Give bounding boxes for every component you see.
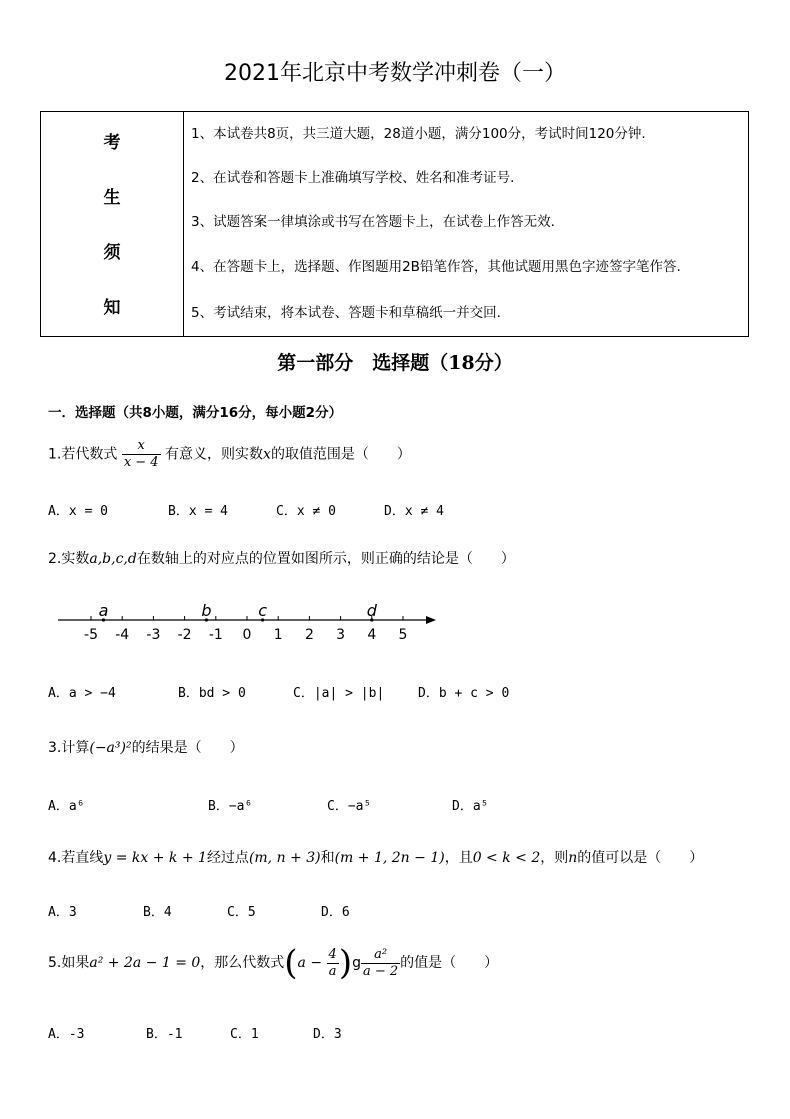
number-line-tick-label: -2 (177, 627, 192, 643)
q5-frac1-den: a (328, 963, 337, 979)
number-line-point-label: c (258, 601, 267, 620)
q5-fraction-1 (327, 947, 339, 980)
q2-text: 在数轴上的对应点的位置如图所示，则正确的结论是（ ） (136, 551, 515, 567)
q4-text: ，则 (540, 850, 569, 866)
q5-frac2-num: a² (361, 947, 400, 964)
q1-option-b: B．x = 4 (168, 504, 228, 519)
number-line-tick-label: 3 (336, 627, 346, 643)
q4-option-c: C．5 (227, 905, 256, 920)
page-title: 2021年北京中考数学冲刺卷（一） (224, 61, 566, 86)
q4-expr: (m, n + 3) (248, 850, 321, 866)
notice-box (40, 111, 749, 337)
q5-option-b: B．-1 (146, 1027, 183, 1042)
q3-option-a: A．a⁶ (48, 799, 85, 814)
part-heading: 一．选择题（共8小题，满分16分，每小题2分） (48, 405, 343, 421)
q4-text: 经过点 (206, 850, 249, 866)
number-line-tick-label: 5 (398, 627, 408, 643)
q5-fraction-2 (361, 947, 400, 980)
q5-expr: a − (297, 955, 323, 971)
q2-option-a: A．a > −4 (48, 686, 116, 701)
question-2-stem (48, 548, 515, 568)
number-line (50, 598, 450, 646)
q1-option-c: C．x ≠ 0 (276, 504, 336, 519)
q1-var: x (263, 446, 271, 463)
q1-text: 有意义，则实数 (165, 446, 264, 463)
q5-option-d: D．3 (313, 1027, 342, 1042)
q3-expr: (−a³)² (89, 740, 132, 756)
notice-rule: 1、本试卷共8页，共三道大题，28道小题，满分100分，考试时间120分钟. (191, 126, 646, 142)
q5-text: ，那么代数式 (200, 955, 285, 971)
notice-label-char: 须 (103, 243, 121, 263)
q5-frac1-num: 4 (328, 946, 337, 962)
q3-option-b: B．−a⁶ (208, 799, 253, 814)
q5-text: 的值是（ ） (400, 955, 499, 971)
q2-option-c: C．|a| > |b| (293, 686, 385, 701)
notice-rule: 5、考试结束，将本试卷、答题卡和草稿纸一并交回. (191, 305, 501, 321)
q5-expr: a² + 2a − 1 = 0 (89, 955, 201, 971)
q2-vars: a,b,c,d (89, 551, 137, 567)
q1-text: 1.若代数式 (48, 446, 118, 463)
q2-option-d: D．b + c > 0 (418, 686, 510, 701)
number-line-tick-label: -3 (146, 627, 161, 643)
q1-option-d: D．x ≠ 4 (384, 504, 444, 519)
notice-label-char: 生 (103, 188, 121, 208)
q4-text: 和 (320, 850, 335, 866)
number-line-arrow (426, 616, 436, 624)
q4-option-a: A．3 (48, 905, 77, 920)
q1-text: 的取值范围是（ ） (270, 446, 411, 463)
notice-label-char: 考 (103, 133, 121, 153)
q4-option-d: D．6 (321, 905, 350, 920)
notice-label-char: 知 (103, 298, 121, 318)
q5-right-paren: ) (338, 943, 353, 983)
q3-text: 3.计算 (48, 740, 90, 756)
q1-fraction (122, 438, 161, 471)
question-3-stem (48, 737, 244, 757)
number-line-point-label: a (98, 601, 109, 620)
number-line-tick-label: 2 (304, 627, 314, 643)
q1-option-a: A．x = 0 (48, 504, 108, 519)
q5-text: 5.如果 (48, 955, 90, 971)
q4-expr: (m + 1, 2n − 1) (334, 850, 445, 866)
q4-text: ，且 (444, 850, 473, 866)
q4-text: 的值可以是（ ） (577, 850, 704, 866)
notice-label-cell (41, 112, 184, 336)
q5-dot: g (352, 955, 361, 971)
number-line-point-label: d (366, 601, 377, 620)
q3-text: 的结果是（ ） (131, 740, 244, 756)
q5-option-c: C．1 (230, 1027, 259, 1042)
section-title: 第一部分 选择题（18分） (277, 352, 513, 374)
number-line-tick-label: -1 (208, 627, 223, 643)
q5-frac2-den: a − 2 (362, 963, 399, 979)
q1-frac-den: x − 4 (123, 455, 159, 470)
number-line-tick-label: 4 (367, 627, 377, 643)
q4-option-b: B．4 (143, 905, 172, 920)
q5-option-a: A．-3 (48, 1027, 85, 1042)
q4-expr: 0 < k < 2 (472, 850, 541, 866)
question-1-stem (48, 438, 411, 471)
q1-frac-num: x (122, 438, 161, 455)
question-4-stem (48, 847, 703, 867)
q3-option-d: D．a⁵ (452, 799, 489, 814)
number-line-tick-label: -4 (115, 627, 130, 643)
notice-rule: 2、在试卷和答题卡上准确填写学校、姓名和准考证号. (191, 170, 515, 186)
notice-rule: 3、试题答案一律填涂或书写在答题卡上，在试卷上作答无效. (191, 214, 555, 230)
q4-expr: y = kx + k + 1 (103, 850, 207, 866)
q5-left-paren: ( (284, 943, 298, 983)
notice-rule: 4、在答题卡上，选择题、作图题用2B铅笔作答，其他试题用黑色字迹签字笔作答. (191, 259, 681, 275)
question-5-stem (48, 943, 499, 983)
number-line-tick-label: 1 (273, 627, 283, 643)
q3-option-c: C．−a⁵ (327, 799, 372, 814)
q2-text: 2.实数 (48, 551, 90, 567)
q4-var: n (568, 850, 578, 866)
number-line-tick-label: 0 (242, 627, 252, 643)
number-line-point-label: b (201, 601, 212, 620)
q4-text: 4.若直线 (48, 850, 104, 866)
number-line-tick-label: -5 (84, 627, 98, 643)
q2-option-b: B．bd > 0 (178, 686, 246, 701)
